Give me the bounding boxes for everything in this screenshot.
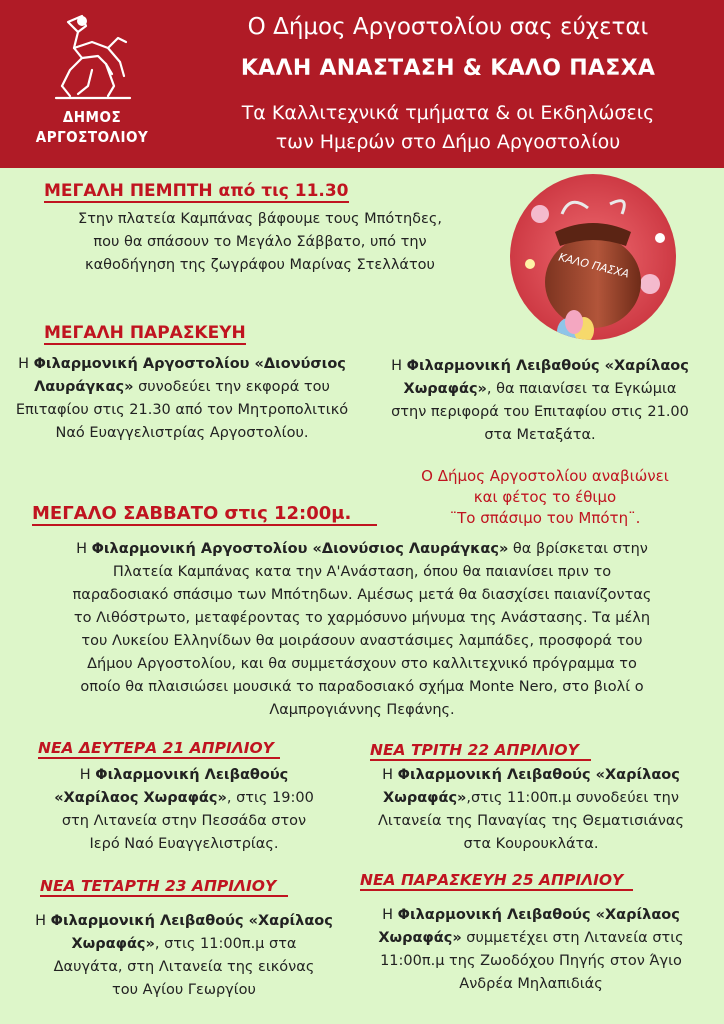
friday-left-text [2,353,362,445]
municipality-logo [22,10,162,155]
new-friday-pre: Η [382,907,398,923]
saturday-line3: παραδοσιακό σπάσιμο των Μπότηδων. Αμέσως μετά θα διασχίσει παιανίζοντας [72,587,652,603]
pot-greeting-text: ΚΑΛΟ ΠΑΣΧΑ [557,250,631,281]
logo-text-line2: ΑΡΓΟΣΤΟΛΙΟΥ [35,128,149,146]
monday-bold2: «Χαρίλαος Χωραφάς» [54,790,227,806]
tuesday-text [352,764,710,856]
tuesday-line3: Λιτανεία της Παναγίας της Θεματισιάνας [378,813,684,829]
saturday-line8: Λαμπρογιάννης Πεφάνης. [269,702,455,718]
monday-line3: στη Λιτανεία στην Πεσσάδα στον [61,813,307,829]
wednesday-rest: , στις 11:00π.μ στα [154,936,297,952]
saturday-line2: Πλατεία Καμπάνας κατα την Α'Ανάσταση, όπου θα παιανίσει πριν το [112,564,612,580]
friday-left-bold2: Λαυράγκας» [34,379,134,395]
friday-right-line4: στα Μεταξάτα. [484,427,596,443]
monday-line4: Ιερό Ναό Ευαγγελιστρίας. [89,836,279,852]
saturday-text [4,538,720,722]
wednesday-line4: του Αγίου Γεωργίου [112,982,256,998]
monday-rest: , στις 19:00 [226,790,314,806]
monday-pre: Η [79,767,96,783]
new-friday-text [352,904,710,996]
wednesday-title: ΝΕΑ ΤΕΤΑΡΤΗ 23 ΑΠΡΙΛΙΟΥ [40,878,288,897]
wednesday-bold2: Χωραφάς» [71,936,155,952]
monday-bold1: Φιλαρμονική Λειβαθούς [95,767,289,783]
friday-right-line3: στην περιφορά του Επιταφίου στις 21.00 [391,404,689,420]
header-subtitle-line1: Τα Καλλιτεχνικά τμήματα & οι Εκδηλώσεις [241,102,655,124]
new-friday-bold2: Χωραφάς» [378,930,462,946]
friday-left-rest1: συνοδεύει την εκφορά του [133,379,330,395]
friday-left-line3: Επιταφίου στις 21.30 από τον Μητροπολιτικό [15,402,349,418]
saturday-pre: Η [76,541,92,557]
wednesday-pre: Η [35,913,51,929]
thursday-line1: Στην πλατεία Καμπάνας βάφουμε τους Μπότηδες, [78,211,442,227]
friday-right-text [362,355,718,447]
note-line2: και φέτος το έθιμο [473,488,617,506]
monday-title: ΝΕΑ ΔΕΥΤΕΡΑ 21 ΑΠΡΙΛΙΟΥ [38,740,280,759]
new-friday-title: ΝΕΑ ΠΑΡΑΣΚΕΥΗ 25 ΑΠΡΙΛΙΟΥ [360,872,633,891]
new-friday-rest: συμμετέχει στη Λιτανεία στις [461,930,684,946]
monday-text [14,764,354,856]
header-banner [0,0,724,168]
tuesday-rest: ,στις 11:00π.μ συνοδεύει την [466,790,679,806]
horseman-emblem-icon [48,12,136,104]
saturday-title: ΜΕΓΑΛΟ ΣΑΒΒΑΤΟ στις 12:00μ. [32,504,377,526]
saturday-line4: το Λιθόστρωτο, μεταφέροντας το χαρμόσυνο μήνυμα της Ανάστασης. Τα μέλη [73,610,651,626]
friday-left-pre: Η [18,356,34,372]
friday-left-line4: Ναό Ευαγγελιστρίας Αργοστολίου. [55,425,309,441]
thursday-title: ΜΕΓΑΛΗ ΠΕΜΠΤΗ από τις 11.30 [44,181,349,201]
easter-pot-image [510,174,676,340]
header-title: ΚΑΛΗ ΑΝΑΣΤΑΣΗ & ΚΑΛΟ ΠΑΣΧΑ [240,56,656,81]
saturday-line6: Δήμου Αργοστολίου, και θα συμμετάσχουν στο καλλιτεχνικό πρόγραμμα το [87,656,637,672]
tuesday-bold2: Χωραφάς» [383,790,467,806]
wednesday-bold1: Φιλαρμονική Λειβαθούς «Χαρίλαος [50,913,333,929]
thursday-text [20,208,500,277]
saturday-line7: οποίο θα πλαισιώσει μουσικά το παραδοσιακό σχήμα Monte Nero, στο βιολί ο [80,679,644,695]
thursday-line2: που θα σπάσουν το Μεγάλο Σάββατο, υπό την [93,234,427,250]
tuesday-title: ΝΕΑ ΤΡΙΤΗ 22 ΑΠΡΙΛΙΟΥ [370,742,591,761]
wednesday-line3: Δαυγάτα, στη Λιτανεία της εικόνας [53,959,315,975]
friday-left-bold1: Φιλαρμονική Αργοστολίου «Διονύσιος [33,356,346,372]
wednesday-text [14,910,354,1002]
saturday-rest: θα βρίσκεται στην [508,541,648,557]
new-friday-line3: 11:00π.μ της Ζωοδόχου Πηγής στον Άγιο [380,953,682,969]
logo-text-line1: ΔΗΜΟΣ [62,108,122,126]
header-greeting: Ο Δήμος Αργοστολίου σας εύχεται [247,14,649,40]
saturday-bold: Φιλαρμονική Αργοστολίου «Διονύσιος Λαυράγκας» [91,541,509,557]
friday-right-rest1: , θα παιανίσει τα Εγκώμια [486,381,677,397]
custom-revival-note [370,466,720,529]
header-subtitle-line2: των Ημερών στο Δήμο Αργοστολίου [275,131,621,153]
tuesday-line4: στα Κουρουκλάτα. [463,836,599,852]
note-line3: ¨Το σπάσιμο του Μπότη¨. [449,509,641,527]
friday-right-pre: Η [391,358,407,374]
new-friday-line4: Ανδρέα Μηλαπιδιάς [459,976,603,992]
saturday-line5: του Λυκείου Ελληνίδων θα μοιράσουν αναστάσιμες λαμπάδες, προσφορά του [81,633,643,649]
friday-right-bold2: Χωραφάς» [403,381,487,397]
new-friday-bold1: Φιλαρμονική Λειβαθούς «Χαρίλαος [397,907,680,923]
friday-title: ΜΕΓΑΛΗ ΠΑΡΑΣΚΕΥΗ [44,323,246,343]
thursday-line3: καθοδήγηση της ζωγράφου Μαρίνας Στελλάτου [85,257,435,273]
friday-right-bold1: Φιλαρμονική Λειβαθούς «Χαρίλαος [406,358,689,374]
tuesday-pre: Η [382,767,398,783]
note-line1: Ο Δήμος Αργοστολίου αναβιώνει [421,467,669,485]
tuesday-bold1: Φιλαρμονική Λειβαθούς «Χαρίλαος [397,767,680,783]
